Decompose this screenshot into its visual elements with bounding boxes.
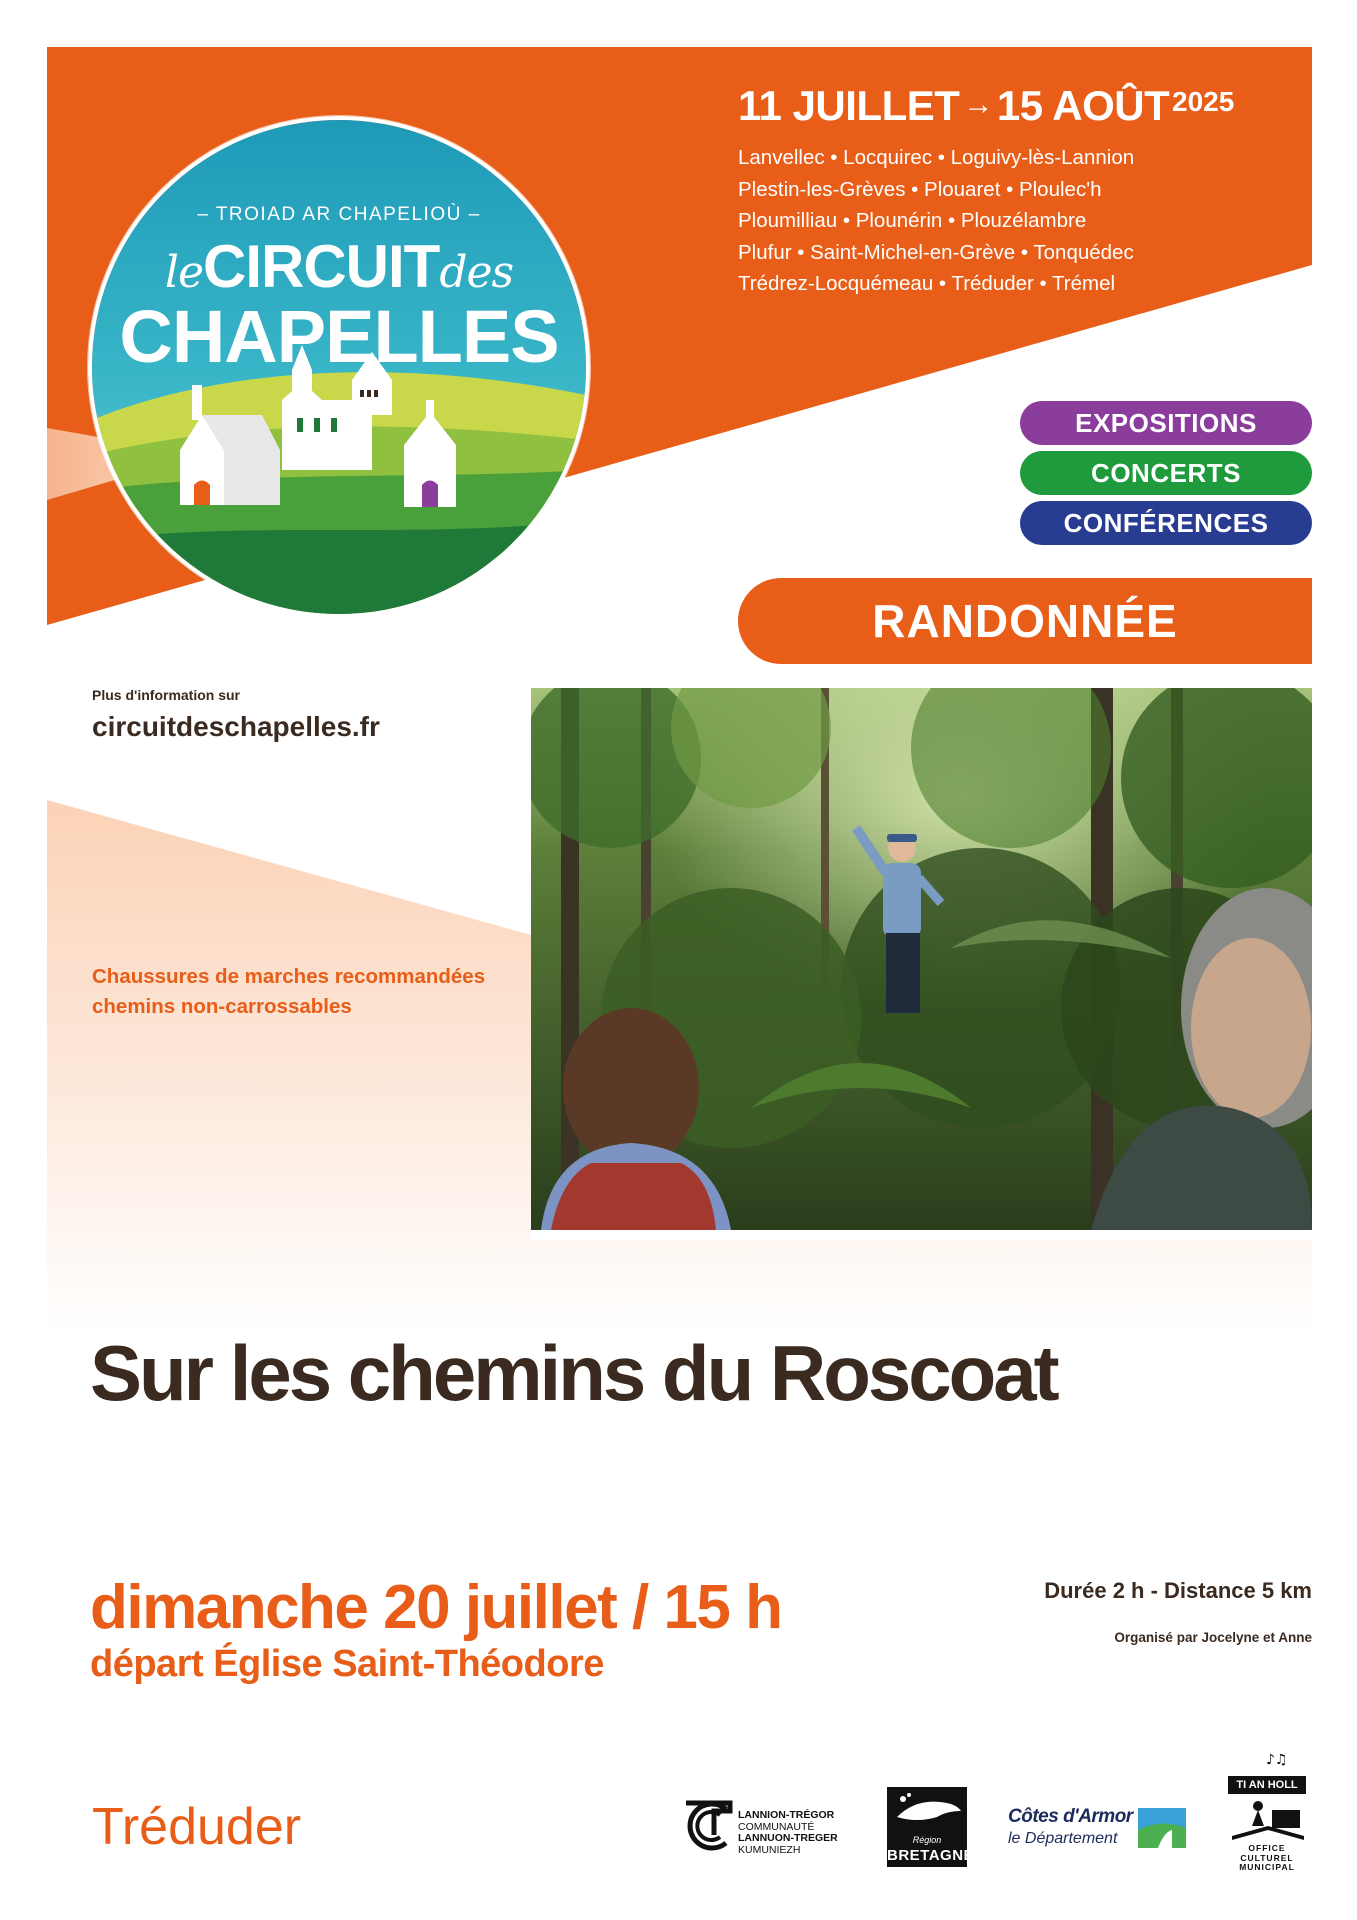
note-line: chemins non-carrossables [92, 995, 352, 1018]
office-culturel-title: TI AN HOLL [1228, 1776, 1306, 1794]
lannion-tregor-logo [680, 1795, 880, 1857]
lannion-tregor-text [738, 1810, 838, 1856]
website-link[interactable]: circuitdeschapelles.fr [92, 711, 380, 742]
category-expositions: EXPOSITIONS [1020, 401, 1312, 445]
date-end: 15 AOÛT [996, 82, 1170, 129]
info-label: Plus d'information sur [92, 687, 241, 703]
hike-photo [531, 688, 1312, 1230]
circuit-logo [88, 116, 590, 618]
event-departure: départ Église Saint-Théodore [90, 1643, 604, 1685]
category-concerts: CONCERTS [1020, 451, 1312, 495]
town-line: Plestin-les-Grèves • Plouaret • Ploulec'h [738, 177, 1102, 201]
festival-year: 2025 [1172, 86, 1235, 117]
logo-main: CIRCUIT [203, 233, 440, 300]
event-date-time: dimanche 20 juillet / 15 h [90, 1573, 782, 1642]
lannion-tregor-icon [680, 1795, 736, 1857]
arrow-right-icon: → [963, 88, 993, 121]
office-line: OFFICE [1248, 1843, 1286, 1853]
logo-prefix: le [164, 247, 203, 298]
region-name: BRETAGNE [887, 1847, 975, 1864]
cotes-darmor-logo [1008, 1806, 1188, 1850]
logo-title-line2: CHAPELLES [119, 295, 559, 378]
logo-title-line1 [92, 232, 586, 301]
lt-line: COMMUNAUTÉ [738, 1820, 815, 1833]
ermine-bird-icon [887, 1787, 967, 1835]
lt-line: LANNUON-TREGER [738, 1832, 838, 1844]
event-title: Sur les chemins du Roscoat [90, 1329, 1057, 1417]
date-start: 11 JUILLET [738, 82, 960, 129]
lt-line: LANNION-TRÉGOR [738, 1809, 835, 1821]
town-line: Trédrez-Locquémeau • Tréduder • Trémel [738, 272, 1116, 295]
category-conferences: CONFÉRENCES [1020, 501, 1312, 545]
region-label: Région [912, 1835, 942, 1845]
town-line: Lanvellec • Locquirec • Loguivy-lès-Lannion [738, 146, 1135, 169]
lt-line: KUMUNIEZH [738, 1843, 801, 1856]
forest-scene-image [531, 688, 1312, 1230]
book-figure-icon [1228, 1796, 1308, 1842]
town-list [738, 142, 1134, 300]
music-notes-icon [1228, 1748, 1308, 1776]
office-line: MUNICIPAL [1239, 1862, 1295, 1872]
cotes-darmor-icon [1138, 1808, 1186, 1848]
town-line: Plufur • Saint-Michel-en-Grève • Tonquédec [738, 240, 1134, 264]
office-culturel-text [1228, 1844, 1306, 1873]
logo-suffix: des [439, 247, 514, 298]
town-line: Ploumilliau • Plounérin • Plouzélambre [738, 209, 1087, 232]
svg-text:♪♫: ♪♫ [1266, 1752, 1288, 1768]
logo-subtitle: – TROIAD AR CHAPELIOÙ – [197, 204, 481, 225]
region-bretagne-logo [887, 1787, 975, 1867]
event-duration: Durée 2 h - Distance 5 km [1044, 1578, 1312, 1603]
commune-name: Tréduder [92, 1798, 302, 1856]
cotes-darmor-sub: le Département [1008, 1830, 1118, 1847]
office-line: CULTUREL [1240, 1852, 1294, 1863]
festival-dates [738, 82, 1169, 130]
office-culturel-logo [1228, 1748, 1308, 1878]
cotes-darmor-name: Côtes d'Armor [1008, 1806, 1133, 1827]
shoes-note [92, 962, 485, 1022]
note-line: Chaussures de marches recommandées [92, 965, 486, 988]
event-organiser: Organisé par Jocelyne et Anne [1114, 1630, 1312, 1645]
event-type-banner: RANDONNÉE [738, 578, 1312, 664]
